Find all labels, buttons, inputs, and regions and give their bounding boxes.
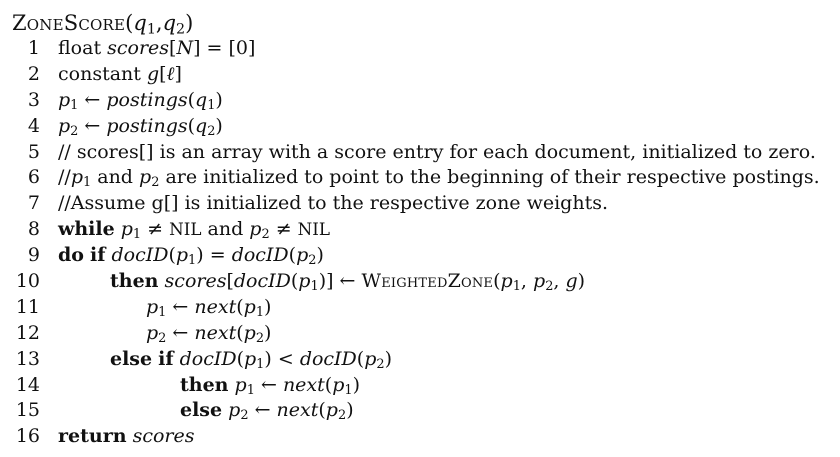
line-content: $p_2$ ← $postings(q_2)$ [58,114,223,139]
code-line-15 [10,398,830,424]
algorithm-title [10,10,830,36]
line-number: 9 [27,244,40,267]
line-number: 12 [15,321,40,344]
comment: //Assume g[] is initialized to the respective zone weights. [58,192,608,215]
code-line-14 [10,373,830,399]
code-line-10 [10,269,830,295]
code-line-5 [10,140,830,166]
comment: $//p_1$ and $p_2$ are initialized to point to the beginning of their respective postings. [58,166,820,191]
line-number: 13 [15,347,40,370]
code-line-8 [10,217,830,243]
line-number: 6 [27,166,40,189]
code-line-11 [10,295,830,321]
line-content: $p_2$ ← $next(p_2)$ [146,321,272,347]
line-content: while $p_1$ ≠ NIL and $p_2$ ≠ NIL [58,218,330,243]
line-content: do if $docID(p_1)$ = $docID(p_2)$ [58,244,324,269]
code-line-3 [10,88,830,114]
line-content: $p_1$ ← $next(p_1)$ [146,295,272,321]
code-line-7 [10,191,830,217]
code-line-2 [10,62,830,88]
line-number: 16 [15,425,40,448]
line-number: 1 [27,37,40,59]
code-line-4 [10,114,830,140]
line-content: return scores [58,425,195,448]
line-content: float scores[N] = [0] [58,37,256,59]
code-line-9 [10,243,830,269]
code-line-13 [10,347,830,373]
line-number: 2 [27,62,40,85]
line-content: else $p_2$ ← $next(p_2)$ [180,399,354,424]
line-number: 14 [15,373,40,396]
comment: // scores[] is an array with a score entry for each document, initialized to zero. [58,140,816,163]
code-line-1 [10,36,830,62]
line-number: 8 [27,218,40,241]
line-content: constant g[ℓ] [58,62,182,85]
line-number: 11 [15,295,40,318]
function-args: $(q_1,q_2)$ [125,11,194,38]
line-content: else if $docID(p_1)$ < $docID(p_2)$ [110,347,393,372]
function-name: ZoneScore [12,11,126,35]
line-number: 7 [27,192,40,215]
line-number: 3 [27,88,40,111]
code-line-6 [10,165,830,191]
code-line-16 [10,424,830,450]
code-line-12 [10,321,830,347]
line-number: 5 [27,140,40,163]
line-number: 15 [15,399,40,422]
line-number: 4 [27,114,40,137]
line-number: 10 [15,270,40,293]
algorithm-block [10,10,830,450]
line-content: $p_1$ ← $postings(q_1)$ [58,88,223,113]
line-content: then $p_1$ ← $next(p_1)$ [180,373,361,398]
line-content: then $scores[docID(p_1)]$ ← $WeightedZone(p_1$, $p_2$, g) [110,270,586,295]
